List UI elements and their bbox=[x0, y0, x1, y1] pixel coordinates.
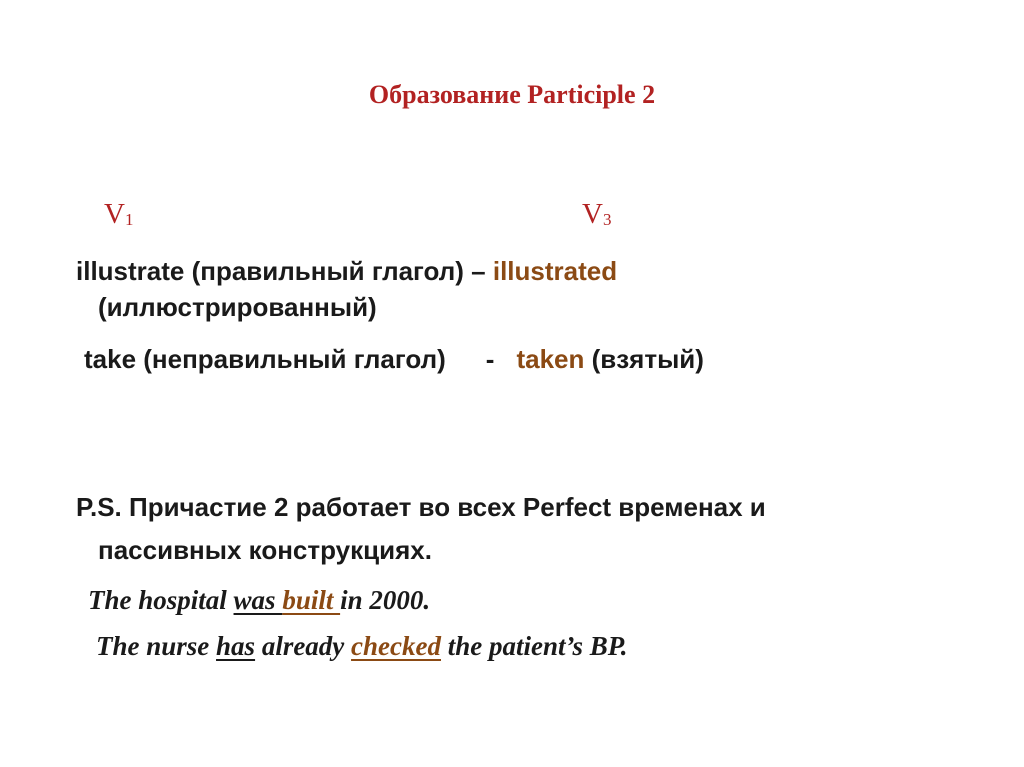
example-2-participle: checked bbox=[351, 631, 441, 661]
slide-title: Образование Participle 2 bbox=[368, 80, 656, 109]
example-1-rest: in 2000. bbox=[340, 585, 431, 615]
example-sentence-2 bbox=[96, 631, 628, 662]
example-2-auxiliary: has bbox=[216, 631, 256, 661]
irregular-verb-note: (неправильный глагол) bbox=[136, 344, 446, 374]
irregular-verb: take bbox=[84, 344, 137, 374]
v3-label bbox=[582, 198, 611, 231]
example-1-subject: The hospital bbox=[88, 585, 234, 615]
ps-line-2: пассивных конструкциях. bbox=[98, 535, 432, 565]
irregular-verb-translation: (взятый) bbox=[584, 344, 704, 374]
example-sentence-1 bbox=[88, 585, 430, 616]
v1-base: V bbox=[104, 198, 125, 230]
example-1-auxiliary: was bbox=[233, 585, 283, 615]
v3-subscript: 3 bbox=[602, 210, 612, 229]
regular-verb-note: (правильный глагол) – bbox=[184, 256, 493, 286]
regular-verb-participle: illustrated bbox=[492, 256, 618, 286]
v1-subscript: 1 bbox=[124, 210, 134, 229]
example-2-rest: the patient’s BP. bbox=[441, 631, 628, 661]
regular-verb-translation: (иллюстрированный) bbox=[98, 292, 377, 322]
ps-line-1: P.S. Причастие 2 работает во всех Perfect временах и bbox=[76, 492, 766, 522]
regular-verb-line bbox=[76, 256, 617, 287]
irregular-verb-line bbox=[84, 344, 704, 375]
irregular-verb-participle: taken bbox=[516, 344, 585, 374]
regular-verb: illustrate bbox=[76, 256, 185, 286]
irregular-verb-dash: - bbox=[485, 344, 495, 374]
v3-base: V bbox=[582, 198, 603, 230]
example-1-participle: built bbox=[282, 585, 341, 615]
v1-label bbox=[104, 198, 133, 231]
example-2-adverb: already bbox=[255, 631, 352, 661]
example-2-subject: The nurse bbox=[96, 631, 217, 661]
